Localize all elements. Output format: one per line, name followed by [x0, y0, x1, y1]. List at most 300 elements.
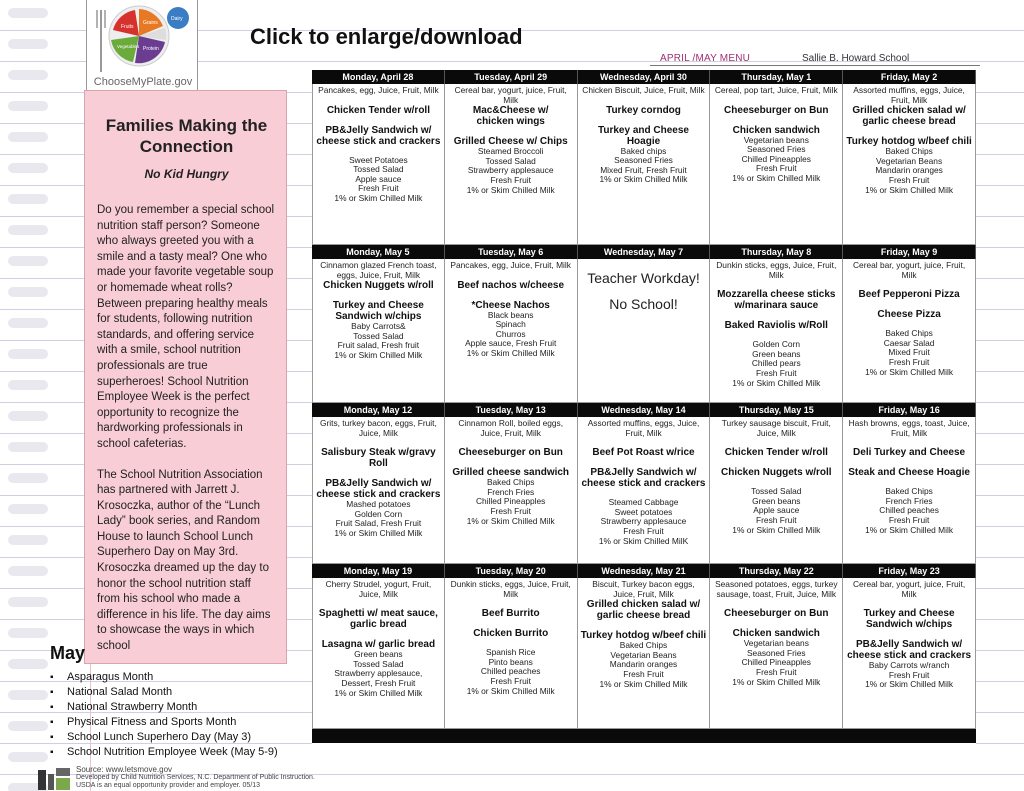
menu-line: 1% or Skim Chilled Milk [865, 366, 954, 377]
menu-line: Sweet potatoes [614, 506, 673, 517]
entree-item: Turkey and Cheese [598, 124, 689, 136]
menu-line: Vegetarian Beans [610, 649, 677, 660]
menu-line: Spinach [495, 319, 526, 330]
entree-item: Cheeseburger on Bun [458, 447, 563, 459]
binding-dash [8, 566, 48, 576]
menu-line: eggs, Juice, Fruit, Milk [336, 269, 421, 280]
footer-source [76, 766, 315, 790]
menu-line: Vegetarian beans [743, 638, 809, 649]
binding-dash [8, 101, 48, 111]
week-menu-row [312, 84, 976, 245]
menu-line: Baby Carrots w/ranch [868, 660, 950, 671]
entree-item: Turkey corndog [606, 104, 681, 116]
binding-dash [8, 380, 48, 390]
day-header: Wednesday, April 30 [578, 70, 711, 84]
day-menu-cell [578, 578, 711, 728]
day-header: Wednesday, May 7 [578, 245, 711, 259]
entree-item: Sandwich w/chips [335, 311, 422, 323]
notice-text: Teacher Workday! [587, 270, 700, 286]
binding-dash [8, 690, 48, 700]
menu-line: Steamed Broccoli [477, 146, 544, 157]
entree-item: Beef Pepperoni Pizza [858, 289, 960, 301]
entree-item: chicken wings [476, 116, 545, 128]
spacer [580, 261, 708, 270]
menu-line: Dunkin sticks, eggs, Juice, Fruit, [450, 579, 571, 589]
menu-line: Fresh Fruit [623, 525, 664, 536]
menu-line: Baked Chips [619, 640, 668, 651]
menu-line: Tossed Salad [485, 155, 536, 166]
menu-line: Mandarin oranges [875, 165, 943, 176]
day-header: Friday, May 16 [843, 403, 976, 417]
entree-item: garlic bread [350, 619, 407, 631]
menu-line: Green beans [752, 348, 801, 359]
day-menu-cell [445, 417, 578, 563]
menu-line: Fruit, Milk [890, 427, 928, 438]
spacer [712, 280, 840, 289]
day-header: Monday, April 28 [312, 70, 445, 84]
entree-item: Salisbury Steak w/gravy [321, 447, 436, 459]
menu-line: Tossed Salad [751, 486, 802, 497]
school-name: Sallie B. Howard School [802, 53, 910, 64]
menu-line: Pinto beans [488, 656, 533, 667]
entree-item: Spaghetti w/ meat sauce, [318, 608, 438, 620]
entree-item: Grilled chicken salad w/ [586, 599, 701, 611]
menu-line: Milk [768, 269, 784, 280]
spacer [712, 438, 840, 447]
entree-item: w/marinara sauce [734, 300, 819, 312]
menu-line: Fresh Fruit [756, 163, 797, 174]
menu-line: Strawberry applesauce [600, 516, 687, 527]
menu-line: Mixed Fruit, Fresh Fruit [600, 164, 687, 175]
entree-item: Mac&Cheese w/ [472, 105, 549, 117]
may-heading: May [50, 643, 86, 663]
menu-line: 1% or Skim Chilled Milk [599, 174, 688, 185]
menu-line: Assorted muffins, eggs, Juice, [853, 85, 965, 95]
menu-line: 1% or Skim Chilled Milk [732, 524, 821, 535]
svg-text:Vegetables: Vegetables [117, 44, 140, 49]
svg-text:Protein: Protein [143, 46, 159, 52]
spacer [447, 599, 575, 608]
menu-line: Mandarin oranges [609, 659, 678, 670]
menu-line: Chilled Pineapples [741, 657, 811, 668]
menu-line: Fresh Fruit [490, 675, 531, 686]
entree-item: Hoagie [626, 135, 661, 147]
binding-dash [8, 473, 48, 483]
entree-item: Chicken sandwich [732, 124, 820, 136]
week-header-row [312, 564, 976, 578]
day-header: Thursday, May 8 [710, 245, 843, 259]
menu-line: 1% or Skim Chilled Milk [334, 527, 423, 538]
menu-line: Steamed Cabbage [608, 497, 679, 508]
binding-dash [8, 194, 48, 204]
day-menu-cell [710, 417, 843, 563]
entree-item: Grilled chicken salad w/ [852, 105, 966, 117]
menu-line: Fruit Salad, Fresh Fruit [335, 518, 422, 529]
binding-dash [8, 535, 48, 545]
week-header-row [312, 245, 976, 259]
day-menu-cell [710, 84, 843, 244]
entree-item: Chicken Nuggets w/roll [323, 280, 434, 292]
menu-line: Fresh Fruit [888, 356, 930, 367]
entree-item: garlic cheese bread [862, 116, 956, 128]
day-menu-cell [445, 259, 578, 402]
day-menu-cell [578, 417, 711, 563]
footer-source-text: Source: www.letsmove.gov [76, 765, 173, 774]
menu-line: Golden Corn [752, 339, 801, 350]
binding-dash [8, 628, 48, 638]
menu-line: Cereal bar, yogurt, juice, Fruit, [852, 260, 966, 270]
svg-text:Dairy: Dairy [171, 16, 183, 22]
entree-item: Chicken Tender w/roll [724, 447, 828, 459]
list-item: ▪ Physical Fitness and Sports Month [50, 715, 278, 730]
day-menu-cell [578, 259, 711, 402]
spacer [845, 280, 973, 289]
binding-dash [8, 318, 48, 328]
menu-line: 1% or Skim Chilled Milk [599, 678, 688, 689]
entree-item: Chicken sandwich [732, 628, 820, 640]
entree-item: Turkey hotdog w/beef chili [580, 630, 707, 642]
menu-line: Churros [495, 328, 526, 339]
menu-line: Tossed Salad [353, 164, 404, 175]
entree-item: *Cheese Nachos [471, 299, 550, 311]
binding-dash [8, 597, 48, 607]
day-header: Monday, May 12 [312, 403, 445, 417]
entree-item: Cheeseburger on Bun [724, 608, 829, 620]
spacer [315, 630, 442, 639]
entree-item: Deli Turkey and Cheese [853, 447, 966, 459]
menu-line: Cereal bar, yogurt, juice, Fruit, [852, 579, 966, 589]
menu-line: Cereal, pop tart, Juice, Fruit, Milk [714, 85, 838, 95]
entree-item: Sandwich w/chips [866, 619, 953, 631]
sidebar-title: Families Making the Connection [105, 116, 268, 156]
menu-line: Fresh Fruit [756, 367, 797, 378]
week-header-row [312, 403, 976, 417]
menu-label: APRIL /MAY MENU [660, 53, 751, 64]
menu-line: Chilled Pineapples [476, 496, 546, 507]
entree-item: Lasagna w/ garlic bread [321, 639, 436, 651]
spacer [845, 300, 973, 309]
menu-line: Fresh Fruit [888, 174, 930, 185]
binding-dash [8, 39, 48, 49]
menu-line: 1% or Skim Chilled Milk [466, 347, 555, 358]
menu-line: Tossed Salad [353, 330, 404, 341]
menu-line: 1% or Skim Chilled Milk [466, 685, 555, 696]
menu-line: Vegetarian beans [743, 134, 809, 145]
day-menu-cell [312, 578, 445, 728]
list-item: ▪ National Salad Month [50, 685, 278, 700]
menu-line: Milk [503, 94, 519, 105]
entree-item: Turkey and Cheese [863, 608, 955, 620]
menu-line: French Fries [885, 495, 933, 506]
svg-text:Fruits: Fruits [121, 24, 134, 30]
binding-dash [8, 132, 48, 142]
menu-line: 1% or Skim Chilled Milk [732, 172, 821, 183]
day-header: Tuesday, May 20 [445, 564, 578, 578]
spacer [712, 96, 840, 105]
plate-icon [91, 2, 195, 76]
menu-line: Chicken Biscuit, Juice, Fruit, Milk [582, 85, 705, 95]
svg-text:Grains: Grains [143, 20, 158, 26]
binding-dash [8, 411, 48, 421]
entree-item: Beef Burrito [481, 608, 540, 620]
entree-item: PB&Jelly Sandwich w/ [856, 639, 963, 651]
spacer [447, 291, 575, 300]
day-header: Monday, May 19 [312, 564, 445, 578]
list-item: ▪ School Nutrition Employee Week (May 5-9) [50, 745, 278, 760]
binding-dash [8, 349, 48, 359]
sidebar-paragraph-1: Do you remember a special school nutrition staff person? Someone who always greeted you with a smile and a tasty meal? One who made your favorite vegetable soup or homemade wheat rolls? Between preparing healthy meals for students, following nutrition standards, and offering service with a smile, school nutrition professionals are true superheroes! School Nutrition Employee Week is the perfect opportunity to recognize the hardworking professionals in school cafeterias. [97, 204, 275, 450]
week-menu-row [312, 259, 976, 403]
entree-item: Grilled cheese sandwich [452, 467, 570, 479]
spacer [447, 458, 575, 467]
menu-line: Milk [901, 588, 917, 599]
spacer [580, 96, 708, 105]
footer-line-1: Developed by Child Nutrition Services, N.C. Department of Public Instruction. [76, 774, 315, 781]
menu-line: Hash browns, eggs, toast, Juice, [848, 418, 970, 428]
logo-text: ChooseMyPlate.gov [93, 76, 193, 88]
menu-line: 1% or Skim Chilled Milk [732, 377, 821, 388]
entree-item: garlic cheese bread [596, 610, 691, 622]
header-divider [650, 65, 980, 66]
entree-item: Beef nachos w/cheese [457, 279, 565, 291]
menu-line: Juice, Milk [358, 588, 398, 599]
menu-line: Juice, Milk [358, 427, 398, 438]
day-header: Tuesday, May 13 [445, 403, 578, 417]
day-menu-cell [312, 417, 445, 563]
menu-line: Grits, turkey bacon, eggs, Fruit, [319, 418, 437, 428]
spacer [580, 116, 708, 125]
spacer [447, 271, 575, 280]
menu-line: Baked Chips [885, 146, 933, 157]
menu-line: Fresh Fruit [756, 514, 797, 525]
day-menu-cell [843, 417, 976, 563]
menu-line: Milk [901, 269, 917, 280]
menu-line: Fresh Fruit [888, 514, 930, 525]
menu-line: 1% or Skim Chilled Milk [334, 349, 423, 360]
spacer [845, 630, 973, 639]
menu-line: Juice, Fruit, Milk [480, 427, 541, 438]
menu-line: Green beans [354, 649, 403, 660]
spacer [447, 438, 575, 447]
menu-line: Apple sauce, Fresh Fruit [465, 338, 557, 349]
spacer [447, 127, 575, 136]
menu-line: sausage, toast, Fruit, Juice, Milk [716, 588, 837, 599]
menu-line: Assorted muffins, eggs, Juice, [587, 418, 700, 428]
menu-line: French Fries [487, 486, 535, 497]
menu-line: 1% or Skim Chilled Milk [865, 184, 954, 195]
menu-line: Milk [503, 588, 519, 599]
menu-line: Biscuit, Turkey bacon eggs, [592, 579, 695, 589]
list-item: ▪ Asparagus Month [50, 670, 278, 685]
menu-line: Black beans [487, 309, 534, 320]
bottom-space [312, 743, 976, 753]
entree-item: Chicken Tender w/roll [326, 104, 430, 116]
day-menu-cell [445, 84, 578, 244]
menu-line: Fresh Fruit [756, 666, 797, 677]
entree-item: Chicken Burrito [473, 628, 549, 640]
day-header: Thursday, May 22 [710, 564, 843, 578]
entree-item: Beef Pot Roast w/rice [592, 447, 695, 459]
entree-item: Mozzarella cheese sticks [717, 289, 836, 301]
spacer [712, 458, 840, 467]
menu-line: Spanish Rice [486, 647, 536, 658]
menu-line: 1% or Skim Chilled Milk [865, 524, 954, 535]
entree-item: Chicken Nuggets w/roll [721, 467, 832, 479]
menu-line: Fresh Fruit [623, 668, 664, 679]
page-title[interactable]: Click to enlarge/download [250, 24, 523, 49]
day-header: Wednesday, May 14 [578, 403, 711, 417]
binding-dash [8, 752, 48, 762]
list-item: ▪ School Lunch Superhero Day (May 3) [50, 730, 278, 745]
entree-item: Roll [368, 458, 388, 470]
binding-dash [8, 442, 48, 452]
spacer [315, 291, 442, 300]
binding-dash [8, 256, 48, 266]
binding-dash [8, 70, 48, 80]
menu-line: 1% or Skim Chilled Milk [865, 679, 954, 690]
entree-item: cheese stick and crackers [316, 489, 441, 501]
menu-line: Sweet Potatoes [349, 154, 408, 165]
day-menu-cell [843, 578, 976, 728]
menu-line: 1% or Skim Chilled Milk [466, 515, 555, 526]
menu-line: Green beans [752, 495, 801, 506]
menu-line: Pancakes, egg, Juice, Fruit, Milk [450, 260, 571, 270]
families-sidebar [84, 90, 287, 664]
day-menu-cell [312, 259, 445, 402]
menu-line: Tossed Salad [353, 658, 404, 669]
menu-line: 1% or Skim Chilled Milk [334, 687, 423, 698]
spacer [845, 458, 973, 467]
spacer [315, 116, 442, 125]
week-header-row [312, 70, 976, 84]
menu-line: Strawberry applesauce [467, 165, 554, 176]
menu-line: Fresh Fruit [490, 505, 531, 516]
day-menu-cell [710, 259, 843, 402]
menu-line: Cherry Strudel, yogurt, Fruit, [325, 579, 432, 589]
letsmove-logo-icon [38, 768, 72, 791]
spacer [580, 287, 708, 296]
spacer [580, 438, 708, 447]
entree-item: Grilled Cheese w/ Chips [453, 136, 568, 148]
spacer [315, 96, 442, 105]
day-header: Tuesday, May 6 [445, 245, 578, 259]
menu-line: Strawberry applesauce, [334, 668, 423, 679]
entree-item: Baked Raviolis w/Roll [724, 320, 828, 332]
menu-line: Dessert, Fresh Fruit [341, 677, 416, 688]
entree-item: Cheese Pizza [877, 309, 941, 321]
spacer [845, 438, 973, 447]
spacer [580, 621, 708, 630]
day-header: Thursday, May 1 [710, 70, 843, 84]
entree-item: cheese stick and crackers [847, 650, 972, 662]
day-header: Friday, May 23 [843, 564, 976, 578]
menu-line: Chilled peaches [879, 505, 939, 516]
entree-item: Turkey hotdog w/beef chili [846, 136, 972, 148]
day-header: Thursday, May 15 [710, 403, 843, 417]
menu-line: Chilled peaches [480, 666, 541, 677]
day-menu-cell [710, 578, 843, 728]
binding-dash [8, 721, 48, 731]
binding-dash [8, 287, 48, 297]
menu-line: Baked chips [620, 145, 667, 156]
day-menu-cell [843, 259, 976, 402]
spacer [315, 469, 442, 478]
menu-line: Chilled pears [751, 358, 801, 369]
menu-line: Baby Carrots& [351, 321, 406, 332]
entree-item: Steak and Cheese Hoagie [848, 467, 970, 479]
menu-line: Baked Chips [486, 477, 535, 488]
sidebar-paragraph-2: The School Nutrition Association has partnered with Jarrett J. Krosoczka, author of the “Lunch Lady” book series, and Random House to launch School Lunch Superhero Day on May 3rd. Krosoczka dreamed up the day to honor the school nutrition staff from his school who made a difference in his life. The day aims to showcase the ways in which school [97, 468, 271, 653]
spacer [712, 311, 840, 320]
entree-item: PB&Jelly Sandwich w/ [325, 124, 432, 136]
day-menu-cell [843, 84, 976, 244]
menu-line: Mashed potatoes [346, 499, 411, 510]
binding-dash [8, 225, 48, 235]
menu-line: 1% or Skim Chilled Milk [732, 676, 821, 687]
menu-line: Pancakes, egg, Juice, Fruit, Milk [318, 85, 439, 95]
menu-line: Seasoned Fries [614, 155, 673, 166]
binding-dash [8, 8, 48, 18]
menu-line: Mixed Fruit [888, 347, 930, 358]
footer-line-2: USDA is an equal opportunity provider and employer. 05/13 [76, 782, 261, 789]
entree-item: Cheeseburger on Bun [724, 104, 829, 116]
menu-calendar-grid [312, 70, 976, 753]
entree-item: Turkey and Cheese [332, 300, 424, 312]
menu-line: Baked Chips [885, 486, 933, 497]
spacer [712, 599, 840, 608]
week-menu-row [312, 578, 976, 729]
spacer [447, 619, 575, 628]
menu-line: Turkey sausage biscuit, Fruit, [721, 418, 831, 428]
may-observances-list [50, 670, 278, 760]
spacer [315, 599, 442, 608]
menu-line: Fresh Fruit [888, 669, 930, 680]
menu-line: Cinnamon Roll, boiled eggs, [458, 418, 564, 428]
binding-dash [8, 504, 48, 514]
menu-line: Caesar Salad [883, 337, 935, 348]
menu-line: Golden Corn [354, 508, 403, 519]
menu-line: Fresh Fruit [358, 183, 399, 194]
menu-line: 1% or Skim Chilled Milk [466, 184, 555, 195]
menu-line: Juice, Fruit, Milk [613, 588, 674, 599]
menu-line: 1% or Skim Chilled Milk [334, 192, 423, 203]
entree-item: cheese stick and crackers [316, 135, 441, 147]
menu-line: Dunkin sticks, eggs, Juice, Fruit, [716, 260, 837, 270]
day-menu-cell [578, 84, 711, 244]
menu-line: Vegetarian Beans [876, 155, 943, 166]
day-menu-cell [445, 578, 578, 728]
menu-line: Baked Chips [885, 328, 933, 339]
menu-line: Seasoned Fries [746, 144, 806, 155]
menu-line: Juice, Milk [756, 427, 796, 438]
menu-line: Fruit salad, Fresh fruit [337, 340, 420, 351]
spacer [845, 599, 973, 608]
day-header: Monday, May 5 [312, 245, 445, 259]
menu-line: Fresh Fruit [490, 174, 531, 185]
notice-text: No School! [609, 296, 678, 312]
menu-line: Fruit, Milk [625, 427, 662, 438]
entree-item: cheese stick and crackers [581, 478, 706, 490]
sidebar-subtitle: No Kid Hungry [144, 167, 229, 181]
week-menu-row [312, 417, 976, 564]
spacer [580, 458, 708, 467]
day-menu-cell [312, 84, 445, 244]
myplate-logo[interactable] [86, 0, 198, 96]
menu-line: Fruit, Milk [890, 94, 928, 105]
menu-line: Cinnamon glazed French toast, [320, 260, 437, 270]
menu-line: Apple sauce [753, 505, 800, 516]
menu-line: Cereal bar, yogurt, juice, Fruit, [454, 85, 567, 95]
